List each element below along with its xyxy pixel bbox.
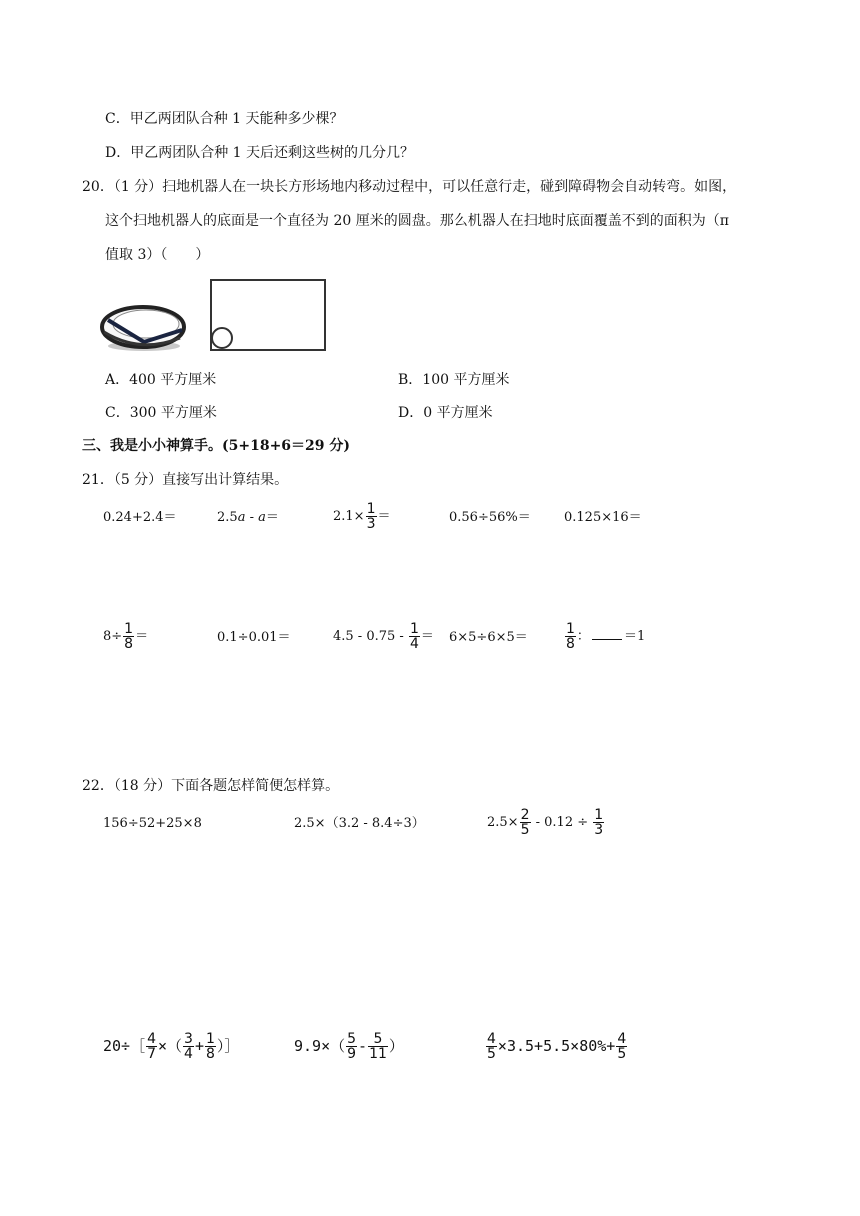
q21-expr-2: 2.5a - a＝ bbox=[217, 510, 279, 525]
q21-expr-10: $\frac{1}{8}$ ： ＝1 bbox=[566, 621, 646, 652]
rectangle-field bbox=[211, 280, 325, 350]
q22-expr-4: 20÷［ $\frac{4}{7}$ ×（ $\frac{3}{4}$ + $\frac{1}{8}$ ）］ bbox=[103, 1031, 240, 1062]
q22-stem: 22．（18 分）下面各题怎样简便怎样算。 bbox=[82, 778, 340, 794]
q21-expr-4: 0.56÷56%＝ bbox=[449, 510, 531, 525]
q20-option-a[interactable]: A．400 平方厘米 bbox=[105, 372, 217, 388]
q22-expr-1: 156÷52+25×8 bbox=[103, 816, 202, 831]
q21-expr-5: 0.125×16＝ bbox=[564, 510, 642, 525]
q21-expr-1: 0.24+2.4＝ bbox=[103, 510, 177, 525]
q20-option-c[interactable]: C．300 平方厘米 bbox=[105, 405, 217, 421]
q20-stem-line3: 值取 3）（ ） bbox=[105, 247, 210, 263]
q20-option-b[interactable]: B．100 平方厘米 bbox=[398, 372, 510, 388]
q22-expr-5: 9.9×（ $\frac{5}{9}$ - $\frac{5}{11}$ ） bbox=[294, 1031, 404, 1062]
q21-expr-9: 6×5÷6×5＝ bbox=[449, 630, 528, 645]
q19-option-d: D．甲乙两团队合种 1 天后还剩这些树的几分几？ bbox=[105, 145, 415, 161]
q20-option-d[interactable]: D．0 平方厘米 bbox=[398, 405, 493, 421]
q21-expr-7: 0.1÷0.01＝ bbox=[217, 630, 291, 645]
field-diagram bbox=[209, 278, 327, 352]
q20-stem-line2: 这个扫地机器人的底面是一个直径为 20 厘米的圆盘。那么机器人在扫地时底面覆盖不到的面积为（π bbox=[105, 213, 729, 229]
q21-stem: 21．（5 分）直接写出计算结果。 bbox=[82, 472, 289, 488]
section3-title: 三、我是小小神算手。(5+18+6＝29 分) bbox=[82, 438, 351, 454]
q22-expr-3: 2.5× $\frac{2}{5}$ - 0.12 ÷ $\frac{1}{3}$ bbox=[487, 807, 604, 838]
q22-expr-6: $\frac{4}{5}$ ×3.5+5.5×80%+ $\frac{4}{5}$ bbox=[487, 1031, 627, 1062]
q20-stem-line1: 20．（1 分）扫地机器人在一块长方形场地内移动过程中，可以任意行走，碰到障碍物会自动转弯。如图， bbox=[82, 179, 737, 195]
q19-option-c: C．甲乙两团队合种 1 天能种多少棵？ bbox=[105, 111, 344, 127]
q22-expr-2: 2.5×（3.2 - 8.4÷3） bbox=[294, 816, 425, 831]
answer-blank[interactable] bbox=[592, 625, 622, 640]
q21-expr-8: 4.5 - 0.75 - $\frac{1}{4}$ ＝ bbox=[333, 621, 434, 652]
robot-vacuum-image bbox=[100, 302, 188, 354]
q21-expr-3: 2.1× $\frac{1}{3}$ ＝ bbox=[333, 501, 391, 532]
q21-expr-6: 8÷ $\frac{1}{8}$ ＝ bbox=[103, 621, 149, 652]
